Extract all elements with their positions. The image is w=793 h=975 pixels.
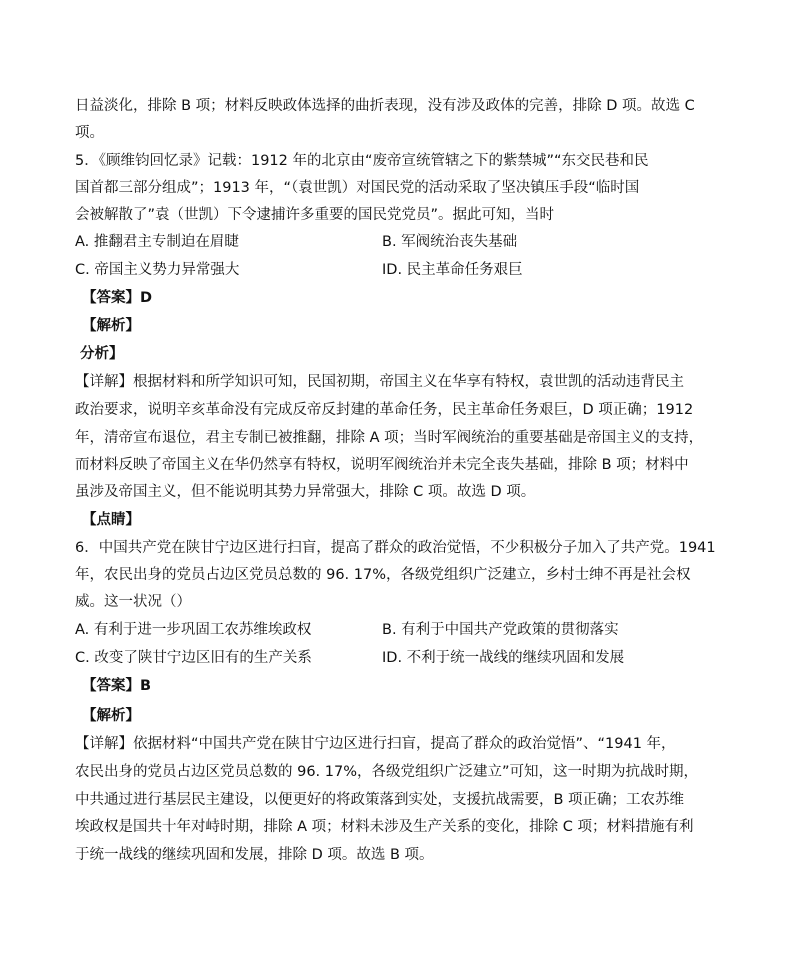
q6-detail-line-1: 【详解】依据材料“中国共产党在陕甘宁边区进行扫盲，提高了群众的政治觉悟”、“1941 年， — [75, 736, 676, 752]
q5-dianjing-label: 【点睛】 — [82, 512, 140, 528]
q6-stem-line-2: 年，农民出身的党员占边区党员总数的 96. 17%，各级党组织广泛建立，乡村士绅不再是社会权 — [75, 567, 691, 583]
q6-detail-line-2: 农民出身的党员占边区党员总数的 96. 17%，各级党组织广泛建立”可知，这一时期为抗战时期， — [75, 764, 699, 780]
q5-detail-line-5: 虽涉及帝国主义，但不能说明其势力异常强大，排除 C 项。故选 D 项。 — [75, 484, 536, 500]
q4-explanation-line-1: 日益淡化，排除 B 项；材料反映政体选择的曲折表现，没有涉及政体的完善，排除 D 项。故选 C — [75, 98, 695, 114]
q5-option-c: C. 帝国主义势力异常强大 — [75, 262, 240, 278]
q6-detail-line-4: 埃政权是国共十年对峙时期，排除 A 项；材料未涉及生产关系的变化，排除 C 项；材料措施有利 — [75, 819, 694, 835]
q5-detail-line-1: 【详解】根据材料和所学知识可知，民国初期，帝国主义在华享有特权，袁世凯的活动违背民主 — [75, 374, 684, 390]
q5-detail-line-3: 年，清帝宣布退位，君主专制已被推翻，排除 A 项；当时军阀统治的重要基础是帝国主义的支持， — [75, 430, 704, 446]
q5-stem-line-2: 国首都三部分组成”；1913 年，“（袁世凯）对国民党的活动采取了坚决镇压手段“临时国 — [75, 180, 640, 196]
q5-detail-line-2: 政治要求，说明辛亥革命没有完成反帝反封建的革命任务，民主革命任务艰巨，D 项正确；1912 — [75, 402, 694, 418]
q6-analysis-label: 【解析】 — [82, 708, 140, 724]
q6-option-a: A. 有利于进一步巩固工农苏维埃政权 — [75, 622, 312, 638]
q5-option-b: B. 军阀统治丧失基础 — [382, 234, 518, 250]
q5-option-d: ID. 民主革命任务艰巨 — [382, 262, 523, 278]
q5-detail-line-4: 而材料反映了帝国主义在华仍然享有特权，说明军阀统治并未完全丧失基础，排除 B 项；材料中 — [75, 457, 689, 473]
q6-detail-line-5: 于统一战线的继续巩固和发展，排除 D 项。故选 B 项。 — [75, 847, 434, 863]
q6-option-d: ID. 不利于统一战线的继续巩固和发展 — [382, 650, 625, 666]
q6-option-b: B. 有利于中国共产党政策的贯彻落实 — [382, 622, 619, 638]
q6-option-c: C. 改变了陕甘宁边区旧有的生产关系 — [75, 650, 312, 666]
q4-explanation-line-2: 项。 — [75, 125, 104, 141]
q5-answer: 【答案】D — [82, 290, 153, 306]
q5-stem-line-1: 5．《顾维钧回忆录》记载：1912 年的北京由“废帝宣统管辖之下的紫禁城”“东交民巷和民 — [75, 153, 649, 169]
q6-stem-line-1: 6．中国共产党在陕甘宁边区进行扫盲，提高了群众的政治觉悟，不少积极分子加入了共产党。1941 — [75, 540, 716, 556]
q6-answer: 【答案】B — [82, 678, 152, 694]
q5-fenxi-label: 分析】 — [80, 346, 124, 362]
q6-detail-line-3: 中共通过进行基层民主建设，以便更好的将政策落到实处，支援抗战需要，B 项正确；工农苏维 — [75, 792, 685, 808]
q5-analysis-label: 【解析】 — [82, 318, 140, 334]
q5-stem-line-3: 会被解散了”袁（世凯）下令逮捕许多重要的国民党党员”。据此可知，当时 — [75, 207, 555, 223]
q5-option-a: A. 推翻君主专制迫在眉睫 — [75, 234, 239, 250]
q6-stem-line-3: 威。这一状况（） — [75, 594, 191, 610]
